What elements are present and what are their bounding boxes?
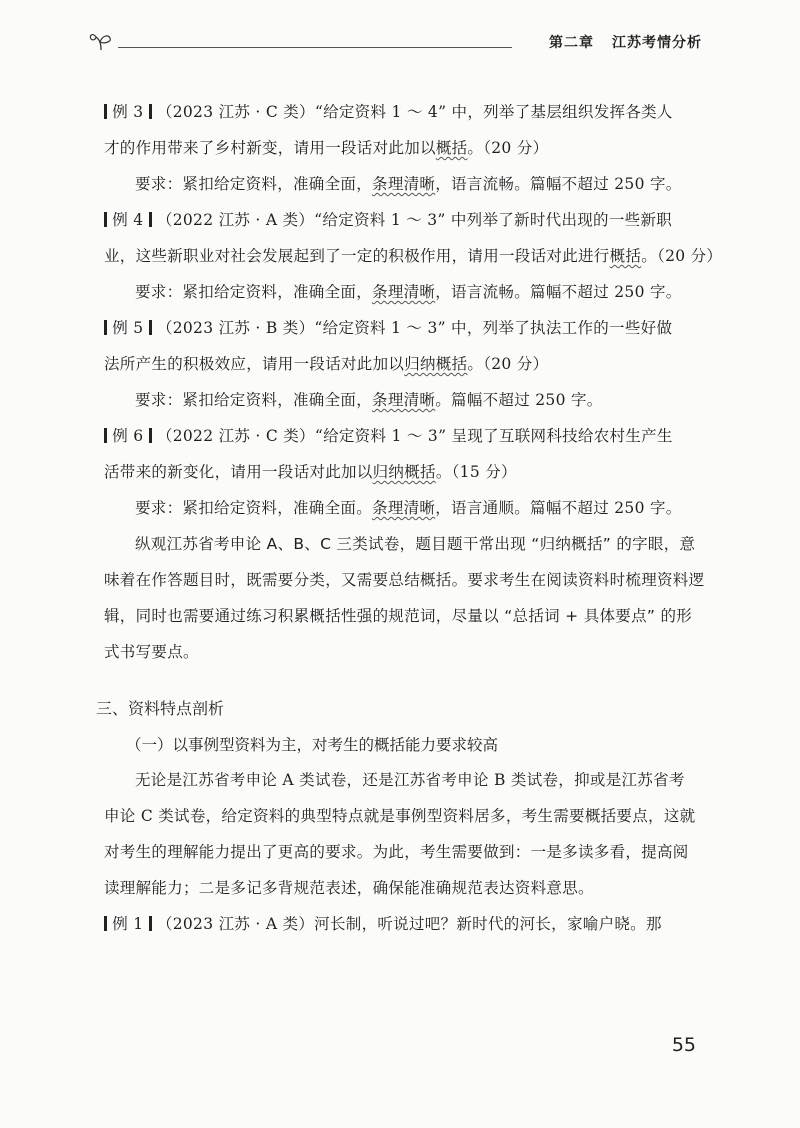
page-number: 55 <box>671 1034 696 1056</box>
example-3-keyword: 概括 <box>435 139 468 157</box>
example-5-text: 法所产生的积极效应，请用一段话对此加以 <box>104 355 405 373</box>
summary-line-4: 式书写要点。 <box>104 643 199 661</box>
example-1-line-1 <box>104 906 698 942</box>
bracket-bar <box>149 212 152 227</box>
section-paragraph-line-1: 无论是江苏省考申论 A 类试卷，还是江苏省考申论 B 类试卷，抑或是江苏省考 <box>135 771 685 789</box>
example-4-requirement <box>104 274 698 310</box>
bracket-bar <box>149 104 152 119</box>
requirement-text: 要求：紧扣给定资料，准确全面。 <box>135 499 373 517</box>
summary-line-2: 味着在作答题目时，既需要分类，又需要总结概括。要求考生在阅读资料时梳理资料逻 <box>104 571 705 589</box>
bracket-bar <box>104 320 107 335</box>
requirement-text: ，语言流畅。篇幅不超过 250 字。 <box>435 175 682 193</box>
example-6-text: 活带来的新变化，请用一段话对此加以 <box>104 463 373 481</box>
example-1-label: 例 1 <box>112 915 144 933</box>
example-3-text: 才的作用带来了乡村新变，请用一段话对此加以 <box>104 139 436 157</box>
section-paragraph-line-3: 对考生的理解能力提出了更高的要求。为此，考生需要做到：一是多读多看，提高阅 <box>104 843 689 861</box>
example-5-question: （2023 江苏 · B 类）“给定资料 1 ～ 3” 中，列举了执法工作的一些好做 <box>156 319 673 337</box>
summary-line-1: 纵观江苏省考申论 A、B、C 三类试卷，题目题干常出现 “归纳概括” 的字眼，意 <box>135 535 696 553</box>
example-6-requirement <box>104 490 698 526</box>
example-4-score: 。（20 分） <box>641 247 723 265</box>
chapter-name: 江苏考情分析 <box>612 35 702 51</box>
example-4-question: （2022 江苏 · A 类）“给定资料 1 ～ 3” 中列举了新时代出现的一些新职 <box>156 211 673 229</box>
bracket-bar <box>149 320 152 335</box>
requirement-text: ，语言流畅。篇幅不超过 250 字。 <box>435 283 682 301</box>
example-3-question: （2023 江苏 · C 类）“给定资料 1 ～ 4” 中，列举了基层组织发挥各类人 <box>156 103 673 121</box>
requirement-keyword: 条理清晰 <box>372 283 436 301</box>
requirement-text: 要求：紧扣给定资料，准确全面， <box>135 391 373 409</box>
section-paragraph-line-2: 申论 C 类试卷，给定资料的典型特点就是事例型资料居多，考生需要概括要点，这就 <box>104 807 696 825</box>
example-3-line-1 <box>104 94 698 130</box>
example-5-requirement <box>104 382 698 418</box>
chapter-title <box>531 32 702 52</box>
chapter-number: 第二章 <box>549 35 594 51</box>
spacer <box>104 670 698 690</box>
sprout-icon <box>88 30 118 52</box>
example-4-label: 例 4 <box>112 211 144 229</box>
example-5-label: 例 5 <box>112 319 144 337</box>
requirement-text: 。篇幅不超过 250 字。 <box>435 391 603 409</box>
example-6-question: （2022 江苏 · C 类）“给定资料 1 ～ 3” 呈现了互联网科技给农村生产生 <box>156 427 673 445</box>
bracket-bar <box>104 428 107 443</box>
running-header <box>88 24 702 64</box>
example-5-line-2 <box>104 346 698 382</box>
example-3-line-2 <box>104 130 698 166</box>
example-4-line-1 <box>104 202 698 238</box>
requirement-keyword: 条理清晰 <box>372 499 436 517</box>
example-4-keyword: 概括 <box>609 247 642 265</box>
example-3-requirement <box>104 166 698 202</box>
example-4-line-2 <box>104 238 723 274</box>
example-6-keyword: 归纳概括 <box>372 463 436 481</box>
example-6-label: 例 6 <box>112 427 144 445</box>
header-rule <box>118 47 512 48</box>
bracket-bar <box>149 916 152 931</box>
example-5-line-1 <box>104 310 698 346</box>
example-3-label: 例 3 <box>112 103 144 121</box>
example-6-line-1 <box>104 418 698 454</box>
subsection-heading: （一）以事例型资料为主，对考生的概括能力要求较高 <box>126 736 499 754</box>
page-content <box>96 94 723 942</box>
requirement-text: ，语言通顺。篇幅不超过 250 字。 <box>435 499 682 517</box>
bracket-bar <box>149 428 152 443</box>
requirement-text: 要求：紧扣给定资料，准确全面， <box>135 175 373 193</box>
example-5-keyword: 归纳概括 <box>404 355 468 373</box>
example-5-score: 。（20 分） <box>467 355 549 373</box>
summary-line-3: 辑，同时也需要通过练习积累概括性强的规范词，尽量以 “总括词 + 具体要点” 的形 <box>104 607 693 625</box>
bracket-bar <box>104 916 107 931</box>
example-6-score: 。（15 分） <box>435 463 517 481</box>
example-3-score: 。（20 分） <box>467 139 549 157</box>
requirement-keyword: 条理清晰 <box>372 175 436 193</box>
example-4-text: 业，这些新职业对社会发展起到了一定的积极作用，请用一段话对此进行 <box>104 247 610 265</box>
example-1-question: （2023 江苏 · A 类）河长制，听说过吧？新时代的河长，家喻户晓。那 <box>156 915 662 933</box>
requirement-text: 要求：紧扣给定资料，准确全面， <box>135 283 373 301</box>
requirement-keyword: 条理清晰 <box>372 391 436 409</box>
section-heading: 三、资料特点剖析 <box>96 699 225 718</box>
bracket-bar <box>104 212 107 227</box>
example-6-line-2 <box>104 454 698 490</box>
bracket-bar <box>104 104 107 119</box>
section-paragraph-line-4: 读理解能力；二是多记多背规范表述，确保能准确规范表达资料意思。 <box>104 879 594 897</box>
